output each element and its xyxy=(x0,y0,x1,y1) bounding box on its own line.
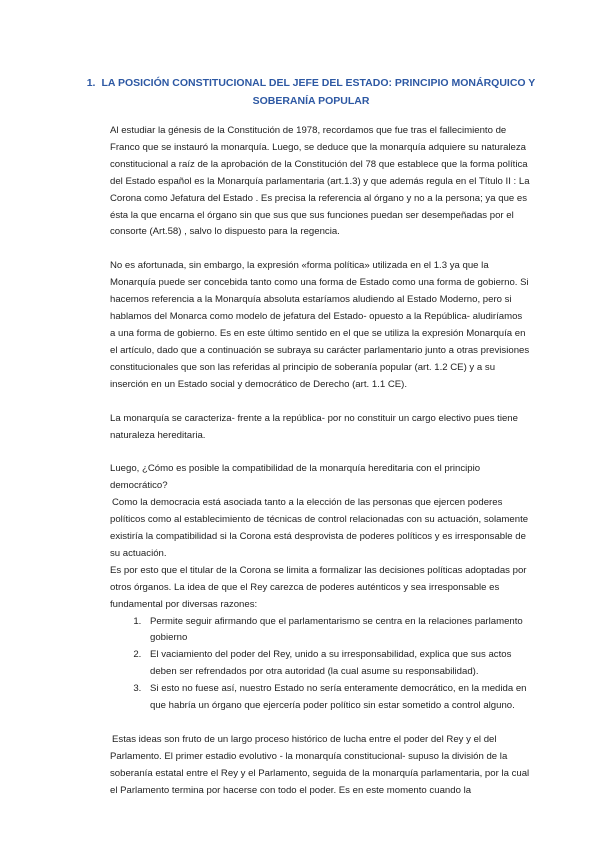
document-body xyxy=(110,123,530,817)
list-item: 3. Si esto no fuese así, nuestro Estado no sería enteramente democrático, en la medida en que habría un órgano que ejercería poder político sin estar sometido a control alguno. xyxy=(144,681,530,715)
paragraph-question: Luego, ¿Cómo es posible la compatibilidad de la monarquía hereditaria con el principio democrático? xyxy=(110,463,481,492)
paragraph-hereditary: La monarquía se caracteriza- frente a la república- por no constituir un cargo electivo pues tiene naturaleza hereditaria. xyxy=(110,412,518,441)
section-title: LA POSICIÓN CONSTITUCIONAL DEL JEFE DEL ESTADO: PRINCIPIO MONÁRQUICO Y SOBERANÍA POPULAR xyxy=(101,77,536,107)
section-heading xyxy=(86,74,536,110)
list-item: 1. Permite seguir afirmando que el parlamentarismo se centra en la relaciones parlamento gobierno xyxy=(144,614,530,648)
paragraph-history: Estas ideas son fruto de un largo proceso histórico de lucha entre el poder del Rey y el del Parlamento. El primer estadio evolutivo - la monarquía constitucional- supuso la división de la soberanía estatal entre el Rey y el Parlamento, seguida de la monarquía parlamentaria, por la cual el Parlamento termina por hacerse con todo el poder. Es en este momento cuando la xyxy=(110,734,530,796)
paragraph-constitution: Al estudiar la génesis de la Constitución de 1978, recordamos que fue tras el fallecimiento de Franco que se instauró la monarquía. Luego, se deduce que la monarquía adquiere su naturaleza constitucional a raíz de la aprobación de la Constitución del 78 que establece que la forma política del Estado español es la Monarquía parlamentaria (art.1.3) y que además regula en el Título II : La Corona como Jefatura del Estado . Es precisa la referencia al órgano y no a la persona; ya que es ésta la que encarna el órgano sin que sus que sus funciones puedan ser desempeñadas por el consorte (Art.58) , salvo lo dispuesto para la regencia. xyxy=(110,125,530,238)
paragraph-democracy: Como la democracia está asociada tanto a la elección de las personas que ejercen poderes políticos como al establecimiento de técnicas de control relacionadas con su actuación, solamente existiría la compatibilidad si la Corona está desprovista de poderes políticos y es irresponsable de su actuación. xyxy=(110,497,529,559)
section-number: 1. xyxy=(86,77,96,89)
list-item: 2. El vaciamiento del poder del Rey, unido a su irresponsabilidad, explica que sus actos deben ser refrendados por otra autoridad (la cual asume su responsabilidad). xyxy=(144,647,530,681)
reasons-list xyxy=(110,614,530,715)
paragraph-formalize: Es por esto que el titular de la Corona se limita a formalizar las decisiones políticas adoptadas por otros órganos. La idea de que el Rey carezca de poderes auténticos y sea irresponsable es fundamental por diversas razones: xyxy=(110,564,527,610)
paragraph-political-form: No es afortunada, sin embargo, la expresión «forma política» utilizada en el 1.3 ya que la Monarquía puede ser concebida tanto como una forma de Estado como una forma de gobierno. Si hacemos referencia a la Monarquía absoluta estaríamos aludiendo al Estado Moderno, pero si hablamos del Monarca como modelo de jefatura del Estado- opuesto a la República- aludiríamos a una forma de gobierno. Es en este último sentido en el que se utiliza la expresión Monarquía en el artículo, dado que a continuación se subraya su carácter parlamentario junto a otras previsiones constitucionales que son las referidas al principio de soberanía popular (art. 1.2 CE) y a su inserción en un Estado social y democrático de Derecho (art. 1.1 CE). xyxy=(110,260,530,390)
